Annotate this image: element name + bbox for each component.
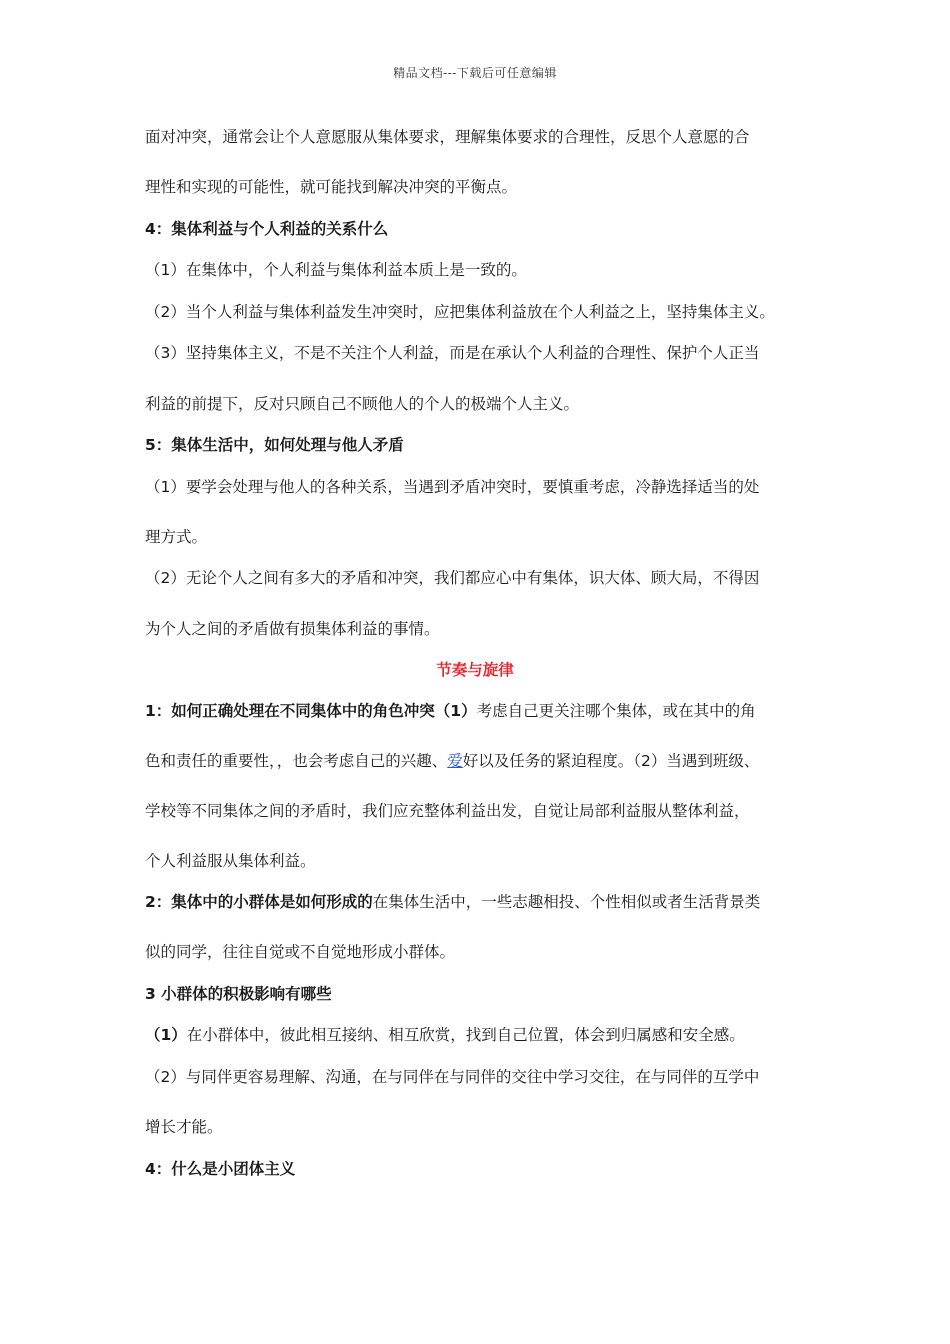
- paragraph-line: 个人利益服从集体利益。: [145, 852, 316, 870]
- list-item: （1）在集体中，个人利益与集体利益本质上是一致的。: [145, 261, 527, 279]
- list-item: 理方式。: [145, 528, 208, 546]
- paragraph-text: 在集体生活中，一些志趣相投、个性相似或者生活背景类: [372, 893, 761, 911]
- question-paragraph: [145, 891, 825, 913]
- list-item: （2）当个人利益与集体利益发生冲突时，应把集体利益放在个人利益之上，坚持集体主义。: [145, 303, 775, 321]
- list-item: （2）与同伴更容易理解、沟通，在与同伴在与同伴的交往中学习交往，在与同伴的互学中: [145, 1068, 760, 1086]
- paragraph-line: 似的同学，往往自觉或不自觉地形成小群体。: [145, 943, 456, 961]
- list-item: （3）坚持集体主义，不是不关注个人利益，而是在承认个人利益的合理性、保护个人正当: [145, 344, 760, 362]
- paragraph-text: 色和责任的重要性，，也会考虑自己的兴趣、: [145, 752, 448, 770]
- question-heading: 4：什么是小团体主义: [145, 1160, 296, 1178]
- paragraph-text: 在小群体中，彼此相互接纳、相互欣赏，找到自己位置，体会到归属感和安全感。: [186, 1026, 745, 1044]
- paragraph-line: [145, 750, 825, 772]
- paragraph-line: 学校等不同集体之间的矛盾时，我们应充整体利益出发，自觉让局部利益服从整体利益，: [145, 802, 750, 820]
- list-item: （1）要学会处理与他人的各种关系，当遇到矛盾冲突时，要慎重考虑，冷静选择适当的处: [145, 478, 760, 496]
- list-item: 增长才能。: [145, 1118, 223, 1136]
- section-title: 节奏与旋律: [436, 661, 514, 679]
- list-item: [145, 1024, 825, 1046]
- paragraph-text: 考虑自己更关注哪个集体，或在其中的角: [476, 702, 756, 720]
- paragraph-text: 好以及任务的紧迫程度。（2）当遇到班级、: [462, 752, 760, 770]
- list-item: （2）无论个人之间有多大的矛盾和冲突，我们都应心中有集体，识大体、顾大局，不得因: [145, 569, 760, 587]
- question-heading: 5：集体生活中，如何处理与他人矛盾: [145, 436, 404, 454]
- list-item: 为个人之间的矛盾做有损集体利益的事情。: [145, 620, 440, 638]
- list-number: （1）: [145, 1026, 187, 1044]
- question-heading: 4：集体利益与个人利益的关系什么: [145, 220, 389, 238]
- question-paragraph: [145, 700, 825, 722]
- hyperlink[interactable]: 爱: [447, 752, 463, 770]
- page-header: 精品文档---下载后可任意编辑: [393, 66, 557, 80]
- paragraph-line: 理性和实现的可能性，就可能找到解决冲突的平衡点。: [145, 178, 518, 196]
- list-item: 利益的前提下，反对只顾自己不顾他人的个人的极端个人主义。: [145, 395, 580, 413]
- paragraph-line: 面对冲突，通常会让个人意愿服从集体要求，理解集体要求的合理性，反思个人意愿的合: [145, 128, 750, 146]
- question-heading: 2：集体中的小群体是如何形成的: [145, 893, 373, 911]
- question-heading: 1：如何正确处理在不同集体中的角色冲突（1）: [145, 702, 477, 720]
- question-heading: 3 小群体的积极影响有哪些: [145, 985, 332, 1003]
